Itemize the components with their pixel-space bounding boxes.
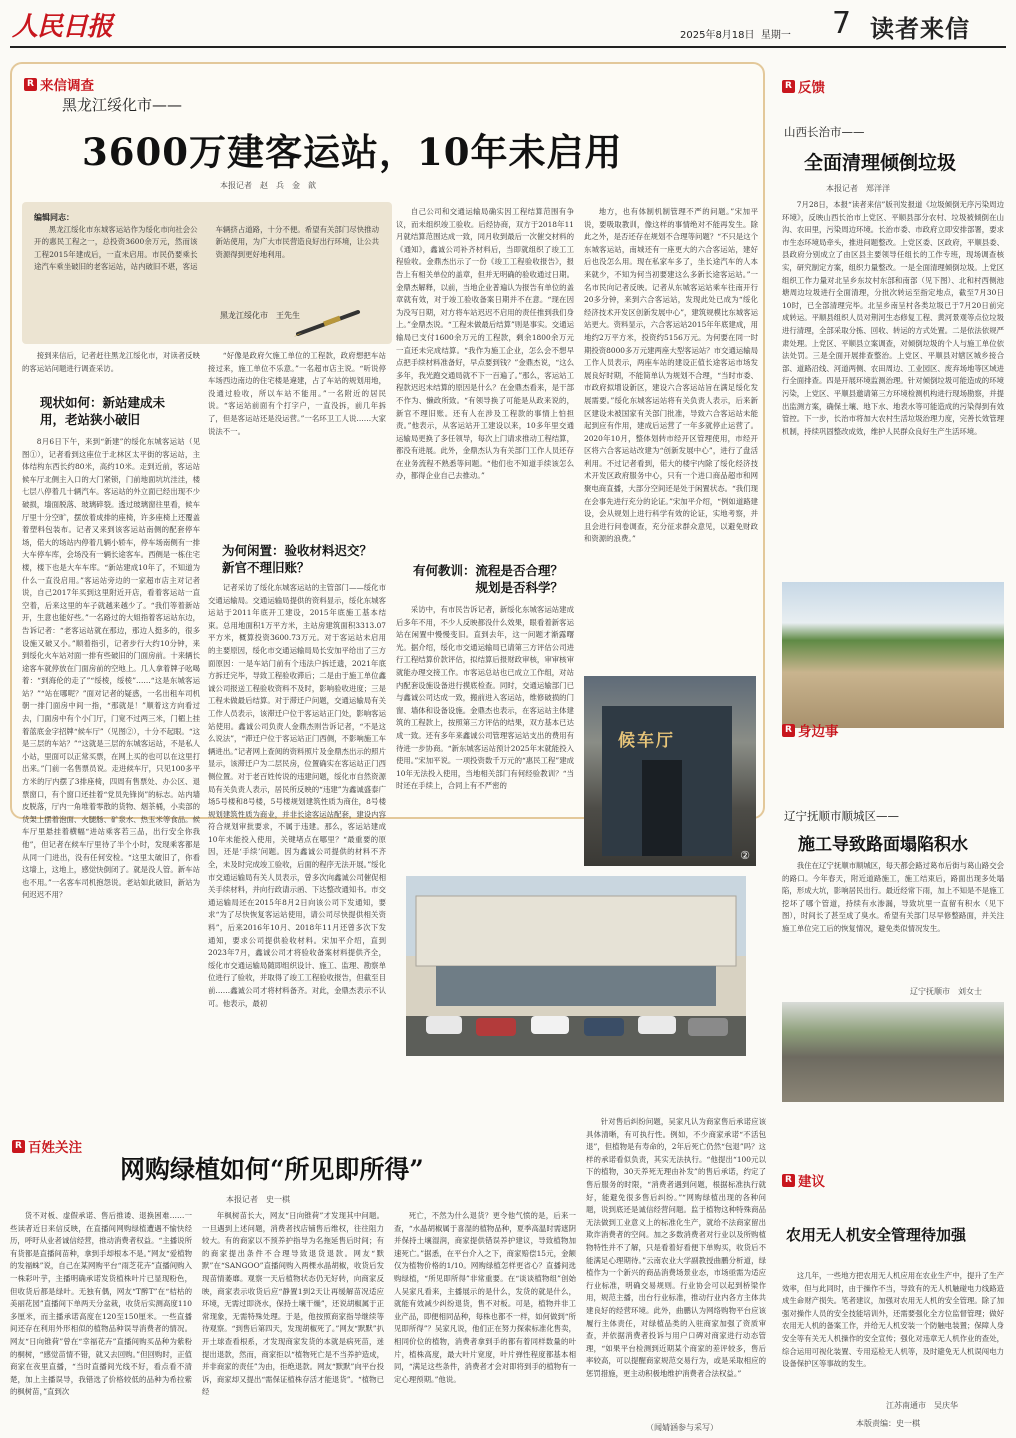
feedback-headline: 全面清理倾倒垃圾 (804, 152, 957, 174)
right-column-feedback (776, 62, 1008, 677)
tag-label: 百姓关注 (28, 1140, 82, 1156)
fountain-pen-icon (294, 306, 364, 338)
nearby-kicker: 辽宁抚顺市顺城区—— (784, 809, 899, 823)
page-editor: 本版责编：史一棋 (856, 1419, 920, 1428)
column-4-text: 地方，也有体制机制管理不严的问题。”宋加平说，要吸取教训，像这样的事情绝对不能再发生。除此之外，是否还存在规划不合理等问题？“不只是这个东城客运站，南城还有一座更大的六合客运站，建好后也没怎么用。现在私家车多了，坐长途汽车的人本来就少，不知为何当初要建这么多新长途客运站。”一名市民向记者反映。记者从东城客运站乘车往南开行20多分钟，来到六合客运站，发现此处已成为“绥化经济技术开发区创新发展中心”，建筑规模比东城客运站更大。资料显示，六合客运站2015年年底建成，用地约2万平方米，投资约5156万元。为何要在同一时期投资8000多万元建两座大型客运站？市交通运输局工作人员表示，两座车站的建设正值长途客运市场发展良好时期，不能简单认为规划不合理，“当时市委、市政府拟增设新区，建设六合客运站旨在满足绥化发展需要。”绥化东城客运站将有关负责人表示，后来新区建设未被国家有关部门批准，导致六合客运站未能起到应有作用，建成后运营了一年多就停止运营了。2020年10月，整体划转市经开区管理使用，市经开区将六合客运站改建为“创新发展中心”，进行了盘活利用。不过记者看到，偌大的楼宇内除了绥化经济技术开发区政府服务中心，只有一个进口商品超市和网聚电商直播，大部分空间还是处于闲置状态。“我们现在会事先进行充分的论证。”宋加平介绍，“例如道路建设，会从规划上进行科学有效的论证，实地考察，并且会进行问卷调查，充分征求群众意见，以避免财政和资源的浪费。” (584, 207, 759, 544)
article-byline: 本报记者 赵 兵 金 歆 (220, 181, 316, 190)
feedback-body: 7月28日，本报“读者来信”版刊发报道《垃圾倾倒无序污染周边环境》，反映山西长治市上党区、平顺县部分农村、垃圾被倾倒在山沟、农田里，污染周边环境。长治市委、市政府立即安排部署，要求市生态环境局牵头，推进问题整改。上党区委、区政府，平顺县委、县政府分别成立了由区县主要领导任组长的工作专班，现场调查核实，研究制定方案，组织力量整改。一是全面清理倾倒垃圾。上党区组织工作力量对北呈乡东坟村东部和南部（见下图）、北和村西侧池塘周边垃圾进行全面清理，分批次转运至指定地点，截至7月30日10时，已全部清理完毕。北呈乡南呈村各类垃圾已于7月20日前完成转运。平顺县组织人员对荆河生态修复工程、黄河景观等点位垃圾进行清理，全部采取分拣、回收、转运的方式处置。二是依法依规严肃处理。上党区、平顺县立案调查，对倾倒垃圾的个人与施工单位依法处罚。三是全面开展排查整治。上党区、平顺县对辖区城乡接合部、道路沿线、河道两侧、农田周边、工业园区、废弃场地等区域进行全面排查。四是开展环境监测治理。针对倾倒垃圾可能造成的环境污染，上党区、平顺县邀请第三方环境检测机构进行现场勘察，并提出监测方案，确保土壤、地下水、地表水等可能造成的污染得到有效管控。下一步，长治市将加大农村生活垃圾治理力度，完善长效管理机制，持续巩固整改成效，维护人民群众良好生产生活环境。 (782, 200, 1004, 436)
column-3-text-top: 自己公司和交通运输局确实因工程结算范围有争议，而未组织竣工验收。后经协商，双方于2018年11月就结算范围达成一致，同月收到最后一次催交材料的《通知》，鑫诚公司补齐材料后，当即就组织了竣工工程验收。金鼎杰出示了一份《竣工工程验收报告》，报告上有相关单位的盖章，但并无明确的验收通过日期。金鼎杰解释，以前，当地企业普遍认为报告有单位的盖章就有效，对于竣工验收备案日期并不在意。“现在因为没写日期，对方将车站迟迟不启用的责任推到我们身上。”金鼎杰说。“工程未做最后结算”则是事实。交通运输局已支付1600余万元的工程款，剩余1800余万元一直还未完成结算。“我作为施工企业，怎么会不想早点把手续材料准备好，早点要到钱？”金鼎杰说，“这么多年，我光跑交通局就不下一百遍了。”那么，客运站工程款迟迟未结算的原因是什么？在金鼎杰看来，是干部不作为、懒政所致。“有领导换了可能是从政来说的，新官不理旧账。还有人在涉及工程款的事情上怕担责。”他表示，从客运站开工建设以来，10多年里交通运输局更换了多任领导，每次上门请求推动工程结算，都没有进展。此外，金鼎杰认为有关部门工作人员还存在业务流程不熟悉等问题。“他们也不知道手续该怎么办，都得企业自己去推动。” (396, 207, 574, 481)
bottom-column-3: 死亡，不然为什么退货？更令他气愤的是，后来一查，“水晶胡椒属于喜湿的植物品种，夏季高温时需遮阴并保持土壤湿润，商家提供错误养护建议，导致植物加速死亡。”据悉，在平台介入之下，商家赔偿15元，金额仅为植物价格的1/10。网购绿植怎样更省心？直播间选购绿植，“所见即所得”非常重要。在“谈谈植物组”创始人吴家凡看来，主播展示的是什么，发货的就是什么，就能有效减少纠纷退货，售不对板。可是，植物并非工业产品，即便相同品种，每株也都不一样，如何做到“所见即所得”？吴家凡说，他们正在努力探索标准化售卖，相同价位的植物，消费者拿到手的都有着同样数量的叶片，植株高度，最大叶片宽度，叶片弹性程度都基本相同，“满足这些条件，消费者才会对即将到手的植物有一定心理预期。”他说。 (394, 1211, 576, 1384)
issue-date (680, 26, 791, 41)
tag-label: 建议 (798, 1174, 825, 1190)
column-2-text-top: “好像是政府欠施工单位的工程款，政府想把车站接过来，施工单位不乐意。”一名超市店主说。“听说停车场西边南边的住宅楼是違建，占了车站的规划用地，没通过验收，所以车站不能用。”一名附近的居民说。“客运站前面有个打字户，一直没拆，前几年拆了，但是客运站还是没运营。”一名环卫工人说……大家说法不一。 (208, 351, 386, 436)
feedback-kicker: 山西长治市—— (784, 125, 865, 139)
tag-label: 身边事 (798, 724, 839, 740)
newspaper-logo: 人民日报 (12, 12, 113, 42)
r-logo-icon: R (782, 724, 795, 737)
photo-flooded-road (782, 1002, 1004, 1102)
hall-door (642, 760, 682, 856)
r-logo-icon: R (24, 78, 37, 91)
masthead (0, 0, 1016, 50)
tag-label: 来信调查 (40, 78, 94, 94)
section-tag-nearby (782, 720, 839, 740)
suggestion-body: 这几年，一些地方把农用无人机应用在农业生产中，提升了生产效率，但与此同时，由于操作不当，导致有的无人机触碰电力线路造成生命财产损失。笔者建议，加强对农用无人机的安全管理。除了加强对操作人员的安全技能培训外，还需要强化全方位监督管理；做好农用无人机的备案工作，并给无人机安装一个防触电装置；保障人身安全等有关无人机操作的安全宣传；强化对违章无人机作业的查处，综合运用可视化装置、专用巡检无人机等，及时避免无人机误闯电力设备保护区等事故的发生。 (782, 1271, 1004, 1369)
column-3-text-bottom: 采访中，有市民告诉记者，新绥化东城客运站建成后多年不用，不少人反映都没什么效果，眼看着新客运站在闲置中慢慢变旧。直到去年，这一问题才渐露曙光。据介绍，绥化市交通运输局已请第三方评估公司进行工程结算价款评估，拟结算后报财政审核，审审核审就能办理交接工作。市客运总站也已成立工作组，对站内配套设施设备进行摸底检查。同时，交通运输部门已与鑫诚公司达成一致，搬前进入客运站，维修破损的门窗、墙体和设备设施。金鼎杰也表示，在客运站主体建筑的工程款上，按照第三方评估的结果，双方基本已达成一致。还有多年来鑫诚公司管理客运站支出的费用有待进一步协商。“新东城客运站预计2025年末就能投入使用。”宋加平说。一项投资数千万元的“惠民工程”建成10年无法投入使用，当地相关部门有何经验教训？“当时还在手续上，合同上有不严密的 (396, 605, 574, 791)
subhead-why-idle: 为何闲置：验收材料迟交？新官不理旧账？ (222, 543, 373, 575)
r-logo-icon: R (782, 1174, 795, 1187)
main-article (10, 62, 765, 1008)
r-logo-icon: R (782, 80, 795, 93)
section-tag-feedback (782, 76, 825, 96)
page-number: 7 (832, 6, 852, 41)
photo-waiting-hall (584, 676, 756, 866)
subhead-status: 现状如何：新站建成未用，老站狭小破旧 (40, 395, 166, 427)
nearby-body: 我住在辽宁抚顺市顺城区，每天都会路过葛布后街与葛山路交会的路口。今年春天，附近道路施工，施工结束后，路面出现多处塌陷，形成大坑，影响居民出行。最近经常下雨，加上不知是不是施工挖坏了哪个管道，持续有水渗漏，导致坑里一直留有积水（见下图），时间长了甚至成了臭水。希望有关部门尽早修整路面，并关注施工单位完工后的恢复情况，避免类似情况发生。 (782, 861, 1004, 933)
letter-salutation: 编辑同志： (34, 213, 74, 222)
masthead-rule (10, 46, 1006, 48)
reader-letter-box (22, 202, 392, 344)
section-tag-survey (24, 74, 94, 94)
weekday-text: 星期一 (760, 30, 791, 41)
tag-label: 反馈 (798, 80, 825, 96)
article-headline: 3600万建客运站，10年未启用 (82, 130, 623, 174)
date-text: 2025年8月18日 (680, 30, 755, 41)
bottom-article (10, 1117, 766, 1434)
intro-paragraph: 接到来信后，记者赶往黑龙江绥化市，对读者反映的客运站问题进行调查采访。 (22, 351, 200, 373)
suggestion-headline: 农用无人机安全管理待加强 (786, 1226, 967, 1244)
letter-body: 黑龙江绥化市东城客运站作为绥化市向社会公开的惠民工程之一，总投资3600余万元，然而该工程2015年建成后，一直未启用。市民仍要乘长途汽车乘坐破旧的老客运站，站内破旧不堪，客运车辆挤占道路，十分不便。希望有关部门尽快推动新站使用，为广大市民营造良好出行环境，让公共资源得到更好地利用。 (34, 225, 379, 272)
column-2-text-bottom: 记者采访了绥化东城客运站的主管部门——绥化市交通运输局。交通运输局提供的资料显示，绥化东城客运站于2011年底开工建设，2015年底施工基本结束。总用地面积1万平方米，主站房建筑面积3313.07平方米，概算投资3600.73万元。对于客运站未启用的主要原因，绥化市交通运输局局长安加平给出了三方面原因：一是车站门前有个违法户拆迁遗，2021年底方拆迁完毕，导致工程验收滞后；二是由于施工单位鑫诚公司报送工程验收资料不及时，影响验收进度；三是工程未做最后结算。对于滞迁户问题，交通运输局有关工作人员表示，该滞迁户位于客运站正门处，影响客运站使用。鑫诚公司负责人金鼎杰则告诉记者，“不是这么说法”，“滞迁户位于客运站正门西侧，不影响施工车辆进出。”记者网上查阅的资料照片及金鼎杰出示的照片显示，该滞迁户为二层民房，位置确实在客运站正门西侧位置。对于老百姓传说的违建问题，绥化市自然资源局有关负责人表示，居民所反映的“违建”为鑫诚盛泰广场5号楼和8号楼，5号楼规划建筑性质为商住，8号楼规划建筑性质为商业，并非长途客运站配套，建设内容符合规划审批要求，不属于违建。那么，客运站建成10年未能投入使用，关键堵点在哪里？“最重要的原因，还是‘手续’问题。因为鑫诚公司提供的材料不齐全，未及时完成竣工验收，后面的程序无法开展。”绥化市交通运输局有关人员表示，曾多次向鑫诚公司催促相关手续材料，并向行政请示函、下达整改通知书。市交通运输局还在2015年8月2日向该公司下发通知，要求“为了尽快恢复客运站使用，请公司尽快提供相关资料”，后来2016年10月、2018年11月还曾多次下发通知，要求公司提供验收材料。宋加平介绍，直到2023年7月，鑫诚公司才将验收备案材料提供齐全，绥化市交通运输局随即组织设计、施工、监理、勘察单位进行了验收，并取得了竣工工程验收报告，但截至目前……鑫诚公司才将材料备齐。对此，金鼎杰表示不认可。他表示，最初 (208, 583, 386, 1008)
photo-cleared-site (782, 582, 1004, 728)
bottom-contributor: （闻婧涵参与采写） (646, 1423, 718, 1432)
section-tag-public-concern (12, 1136, 82, 1156)
feedback-byline: 本报记者 郑洋洋 (826, 184, 890, 193)
photo-sign-text: 候车厅 (618, 731, 675, 751)
bottom-column-1: 货不对板、虚假承诺、售后推诿、退换困难……一些读者近日来信反映，在直播间网购绿植遭遇不愉快经历，呼吁从业者诚信经营，推动消费者权益。“主播说所有货都是直播间苗种，拿到手却根本不是。”网友“爱植物的发福蛛”说，自己在某网购平台“雨芝花卉”直播间购入一株彩叶芋，主播明确承诺发货植株叶片已显现粉色，但收货后都是绿叶。无独有偶，网友“T醉T”在“桔枯的美丽花园”直播间下单两天分盆栽，收货后实测高度110多厘米，而主播承诺高度在120至150厘米。一些直播间还存在利用外形相似的植物品种误导消费者的情况。网友“日向锥荷”曾在“幸福花卉”直播间购买品种为紫粉的桐树，“感觉苗情不错，就又去回购。”但回购时，正值商家在夜里直播，“当时直播间光线不好，看点看不清楚，加上主播误导，我错选了价格较低的品种为希拉紫的枫树苗，”直到次 (10, 1211, 192, 1397)
subhead-lessons: 有何教训：流程是否合理？规划是否科学？ (412, 563, 563, 595)
nearby-headline: 施工导致路面塌陷积水 (798, 835, 968, 855)
bottom-column-4: 针对售后纠纷问题，吴家凡认为商家售后承诺应该具体清晰，有可执行性。例如，不少商家承诺“不活包退”，但植物是有寿命的，2年后死亡仍然“包退”吗？这样的承诺看似负责，其实无法执行。“他提出“100元以下的植物，30天养死无理由补发”的售后承诺，约定了售后服务的时限，“消费者遇到问题，根据标准执行就好，能避免很多售后纠纷。”“网购绿植出现的各种问题，说到底还是诚信经营问题。监于植物这种特殊商品无法做到工业意义上的标准化生产，就给不法商家留出欺诈消费者的空间。加之多数消费者对行业以及所购植物特性并不了解，只是看着好看便下单购买，收货后不能满足心理期待。”云南农业大学副教授曲鹏分析道，绿植作为一个新兴的商品消费场景业态，市场亟需为适应行业标准，明确交易规则。行业协会可以起到桥梁作用，规范主播，出台行业标准，推动行业内各方主体共建良好的经营环境。此外，曲鹏认为网络购物平台应该履行主体责任，对绿植品类的入驻商家加强了资质审查，并依据消费者投诉与用户口碑对商家进行动态管理，“如果平台检测到近期某个商家的差评较多，售后率较高，可以提醒商家规范交易行为，或是采取相应的惩罚措施，更主动积极地维护消费者合法权益。” (586, 1117, 766, 1378)
section-tag-suggestion (782, 1170, 825, 1190)
nearby-signature: 辽宁抚顺市 刘女士 (910, 987, 982, 996)
r-logo-icon: R (12, 1140, 25, 1153)
section-title: 读者来信 (870, 15, 970, 43)
bottom-byline: 本报记者 史一棋 (226, 1195, 290, 1204)
right-column-nearby (776, 720, 1008, 1070)
suggestion-signature: 江苏南通市 吴庆华 (886, 1401, 958, 1410)
bottom-headline: 网购绿植如何“所见即所得” (120, 1155, 424, 1184)
article-kicker: 黑龙江绥化市—— (62, 96, 183, 114)
photo-dongcheng-station-svg (406, 876, 746, 1056)
column-1-text: 8月6日下午，来到“新建”的绥化东城客运站（见图①），记者看到这座位于北林区太平街的客运站，主体结构东西长约80米，高约10米。走到近前，客运站候车厅北侧主入口的大门紧锁，门前地面坑坑洼洼，楼七层八停着几十辆汽车。客运站的外立面已经出现不少破损，墙面脱落、玻璃碎裂。透过玻璃窗往里看，候车厅里十分空旷，摆放着成排的座椅，许多座椅上还覆盖着塑料包装布。记者又来到该客运站南侧的配套停车场，偌大的场站内停着几辆小轿车，停车场南侧有一排大车停车库，会场没有一辆长途客车。西侧是一栋住宅楼，楼下也是大车车库。“新站建成10年了，不知道为什么一直没启用。”客运站旁边的一家超市店主对记者说，自己2017年买到这里附近开店，看着客运站一直空着，后来这里的车子就越来越少了。“我们等着新站开，生意也能好些。”一名路过的大姐指着客运站东边，告诉记者：“老客运站就在那边，那边人挺多的，很多设施又破又小。”顺着指引，记者步行大约10分钟，来到绥化火车站对面一排有些破旧的门面房前。十来辆长途客车就停放在门面房前的空地上。几人拿着牌子吆喝着：“到海伦的走了”“绥棱，绥棱”……“这是东城客运站？”“站在哪呢？”面对记者的疑惑，一名出租车司机朝一排门面房中间一指，“那就是！”顺着这方向看过去，门面房中有个小门厅，门宽不过两三米，门楣上挂着蓝底金字招牌“候车厅”（见图②），十分不起眼。“这是三层的车站？”“这就是三层的东城客运站，不是私人小站，里面可以正常买票，在网上买的也可以在这里打出来。”门前一名售票员说。走进候车厅，只见100多平方米的厅内摆了3排座椅，四周有售票处、办公区、退票窗口，有个窗口还挂着“党员先锋岗”的标志。站内墙皮脱落，厅内一角堆着零散的货物、烟茶桶，小卖部的货架上摆着泡面、火腿肠、矿泉水、热玉米等食品。候车厅里悬挂着横幅“进站乘客若三品，出行安全你我他”，但记者在候车厅里待了半个小时，发现乘客都是从同一门进出，没有任何安检。“这里太破旧了，你看这墙上，这地上，感觉快倒闭了。就是没人管。新车站也不用。”一名客车司机抱怨说。老站如此破旧，新站为何迟迟不用？ (22, 437, 200, 900)
letter-signature: 黑龙江绥化市 王先生 (220, 311, 300, 320)
photo-number: ② (740, 849, 750, 862)
bottom-column-2: 年枫树苗长大，网友“日向锥荷”才发现其中问题。一旦遇到上述问题，消费者找店铺售后维权，往往阻力较大。有的商家以不预养护指导为名拖延售后时间；有的商家提出条件不合理导致退货退款。网友“默默”在“SANGOO”直播间购入两棵水晶胡椒，收货后发现苗情萎靡。观察一天后植物状态仍无好转，向商家反映，商家表示收货后应“静置1到2天让再缓解苗况适应环境，无需过即浇水，保持土壤干燥”，还说胡椒属于正常现象，无需特殊处理。于是，他按照商家指导继续等待观察。“到售后第四天，发现胡椒死了。”网友“默默”扒开土球查看根系，才发现商家发货的本就是病死苗，迷提出退款，然而，商家拒以“植物死亡是不当养护造成，并非商家的责任”为由，拒绝退款。网友“默默”向平台投诉，商家却又提出“需保证植株存活才能退货”。“植物已经 (202, 1211, 384, 1397)
right-column-suggestion (776, 1166, 1008, 1432)
